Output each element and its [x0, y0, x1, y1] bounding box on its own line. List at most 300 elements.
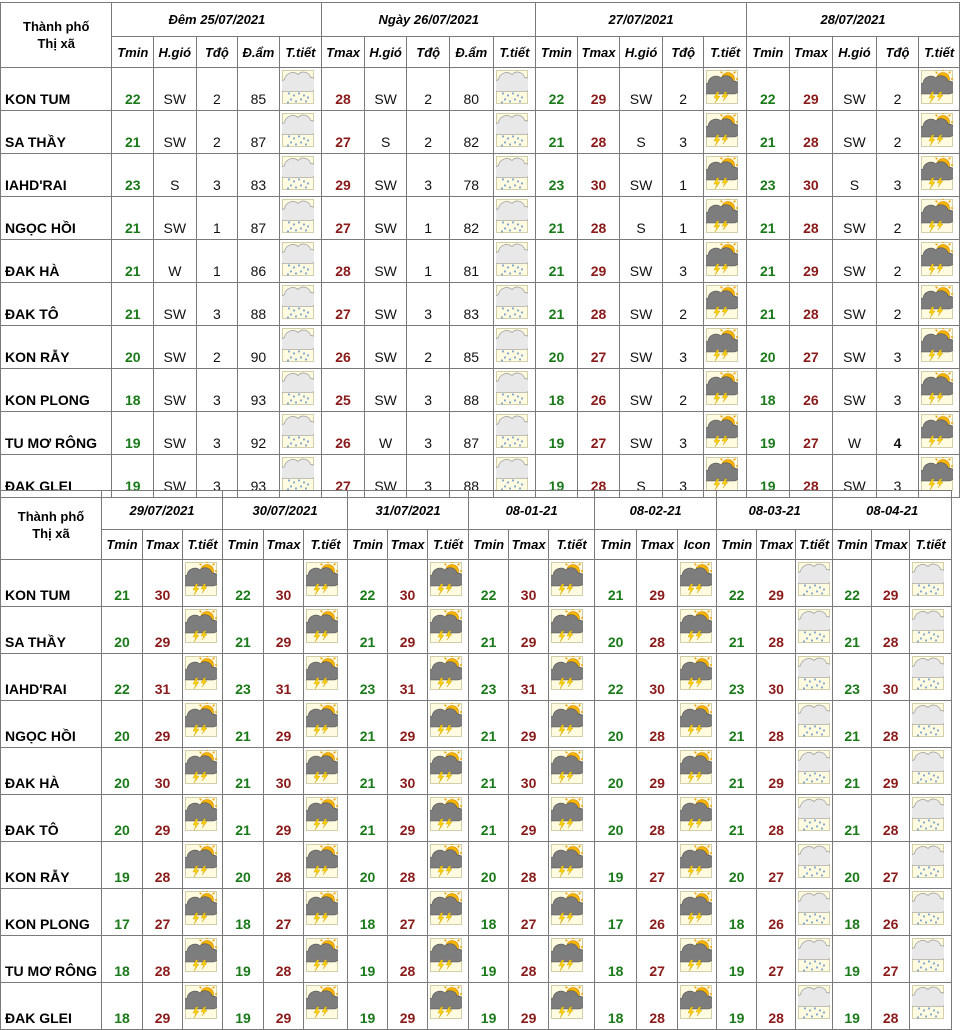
rain-cloud-icon — [912, 797, 944, 831]
rain-cloud-icon — [912, 985, 944, 1019]
wind-speed: 2 — [662, 283, 704, 326]
wind-direction: SW — [833, 240, 877, 283]
thunderstorm-sun-icon — [706, 457, 738, 491]
humidity-value: 90 — [238, 326, 280, 369]
wind-direction: SW — [620, 412, 663, 455]
column-header: Tmax — [388, 530, 428, 560]
humidity-value: 92 — [238, 412, 280, 455]
tmax-value: 27 — [388, 889, 428, 936]
tmax-value: 28 — [789, 197, 833, 240]
tmax-value: 30 — [509, 748, 549, 795]
thunderstorm-sun-icon — [430, 656, 462, 690]
thunderstorm-sun-icon — [185, 985, 217, 1019]
rain-cloud-icon — [496, 414, 528, 448]
weather-cell — [919, 369, 960, 412]
thunderstorm-sun-icon — [185, 562, 217, 596]
tmin-value: 19 — [833, 983, 872, 1030]
wind-direction: W — [833, 412, 877, 455]
weather-cell — [549, 607, 595, 654]
wind-direction: SW — [364, 326, 407, 369]
thunderstorm-sun-icon — [921, 414, 953, 448]
wind-speed: 3 — [196, 283, 238, 326]
rain-cloud-icon — [912, 656, 944, 690]
city-name: ĐAK TÔ — [1, 795, 102, 842]
rain-cloud-icon — [798, 891, 830, 925]
tmax-value: 27 — [757, 842, 796, 889]
tmin-value: 22 — [348, 560, 388, 607]
weather-cell — [678, 560, 717, 607]
rain-cloud-icon — [798, 938, 830, 972]
tmax-value: 27 — [577, 326, 620, 369]
tmax-value: 29 — [388, 607, 428, 654]
thunderstorm-sun-icon — [706, 371, 738, 405]
weather-cell — [549, 936, 595, 983]
weather-cell — [796, 889, 833, 936]
wind-direction: SW — [154, 412, 197, 455]
tmin-value: 19 — [348, 936, 388, 983]
rain-cloud-icon — [496, 285, 528, 319]
tmin-value: 21 — [223, 795, 264, 842]
tmin-value: 18 — [102, 983, 143, 1030]
thunderstorm-sun-icon — [680, 844, 712, 878]
wind-direction: SW — [833, 68, 877, 111]
humidity-value: 81 — [449, 240, 493, 283]
rain-cloud-icon — [282, 70, 314, 104]
tmin-value: 21 — [833, 795, 872, 842]
column-header: Tđộ — [196, 37, 238, 68]
wind-speed: 1 — [662, 154, 704, 197]
column-header: Tmax — [789, 37, 833, 68]
weather-cell — [704, 326, 747, 369]
day-header: 08-02-21 — [595, 491, 717, 530]
wind-direction: SW — [620, 369, 663, 412]
weather-cell — [279, 283, 322, 326]
weather-cell — [549, 795, 595, 842]
tmax-value: 29 — [872, 560, 910, 607]
tmin-value: 19 — [833, 936, 872, 983]
weather-cell — [678, 654, 717, 701]
thunderstorm-sun-icon — [306, 938, 338, 972]
weather-cell — [796, 983, 833, 1030]
tmin-value: 20 — [102, 795, 143, 842]
tmin-value: 20 — [595, 748, 637, 795]
tmin-value: 23 — [112, 154, 154, 197]
wind-direction: SW — [154, 283, 197, 326]
rain-cloud-icon — [282, 199, 314, 233]
wind-speed: 2 — [662, 68, 704, 111]
wind-direction: SW — [620, 240, 663, 283]
tmax-value: 29 — [637, 748, 678, 795]
column-header: Tmax — [322, 37, 365, 68]
city-name: NGỌC HỒI — [1, 701, 102, 748]
tmax-value: 29 — [577, 240, 620, 283]
weather-cell — [796, 654, 833, 701]
tmax-value: 29 — [143, 983, 183, 1030]
tmin-value: 23 — [223, 654, 264, 701]
tmin-value: 21 — [223, 607, 264, 654]
tmax-value: 28 — [872, 701, 910, 748]
tmin-value: 20 — [595, 795, 637, 842]
tmin-value: 19 — [223, 983, 264, 1030]
thunderstorm-sun-icon — [185, 609, 217, 643]
column-header: H.gió — [154, 37, 197, 68]
tmin-value: 21 — [717, 748, 757, 795]
tmax-value: 27 — [143, 889, 183, 936]
table-row — [1, 795, 952, 842]
tmax-value: 30 — [757, 654, 796, 701]
tmin-value: 19 — [348, 983, 388, 1030]
city-name: KON TUM — [1, 68, 112, 111]
day-header: 08-04-21 — [833, 491, 952, 530]
tmin-value: 18 — [595, 983, 637, 1030]
tmax-value: 29 — [264, 701, 304, 748]
weather-cell — [704, 68, 747, 111]
city-name: SA THẦY — [1, 607, 102, 654]
weather-cell — [493, 326, 536, 369]
tmax-value: 30 — [872, 654, 910, 701]
city-header: Thành phố Thị xã — [1, 3, 112, 68]
wind-speed: 2 — [876, 197, 919, 240]
weather-cell — [919, 412, 960, 455]
weather-cell — [183, 795, 223, 842]
tmin-value: 18 — [102, 936, 143, 983]
tmax-value: 30 — [143, 748, 183, 795]
tmin-value: 21 — [717, 795, 757, 842]
weather-cell — [919, 197, 960, 240]
tmax-value: 28 — [509, 936, 549, 983]
wind-direction: W — [364, 412, 407, 455]
wind-direction: SW — [833, 455, 877, 498]
weather-cell — [493, 154, 536, 197]
tmin-value: 22 — [595, 654, 637, 701]
weather-cell — [678, 795, 717, 842]
thunderstorm-sun-icon — [921, 70, 953, 104]
tmax-value: 26 — [789, 369, 833, 412]
thunderstorm-sun-icon — [680, 891, 712, 925]
tmax-value: 27 — [577, 412, 620, 455]
wind-speed: 3 — [662, 240, 704, 283]
column-header: Tmax — [577, 37, 620, 68]
rain-cloud-icon — [496, 371, 528, 405]
wind-speed: 3 — [407, 455, 450, 498]
weather-cell — [428, 889, 469, 936]
city-name: ĐAK GLEI — [1, 455, 112, 498]
wind-speed: 3 — [662, 412, 704, 455]
thunderstorm-sun-icon — [921, 285, 953, 319]
wind-speed: 3 — [196, 412, 238, 455]
weather-cell — [183, 654, 223, 701]
thunderstorm-sun-icon — [430, 750, 462, 784]
weather-cell — [919, 154, 960, 197]
thunderstorm-sun-icon — [430, 891, 462, 925]
column-header: Đ.ẩm — [449, 37, 493, 68]
column-header: Tmax — [757, 530, 796, 560]
rain-cloud-icon — [798, 797, 830, 831]
rain-cloud-icon — [912, 938, 944, 972]
tmin-value: 21 — [348, 748, 388, 795]
day-header: 08-03-21 — [717, 491, 833, 530]
wind-speed: 2 — [876, 283, 919, 326]
column-header: Tmax — [637, 530, 678, 560]
tmax-value: 25 — [322, 369, 365, 412]
tmin-value: 19 — [112, 412, 154, 455]
tmax-value: 28 — [757, 795, 796, 842]
wind-direction: S — [833, 154, 877, 197]
weather-cell — [910, 983, 952, 1030]
weather-cell — [183, 701, 223, 748]
tmax-value: 27 — [789, 412, 833, 455]
weather-cell — [919, 111, 960, 154]
table-row — [1, 154, 960, 197]
rain-cloud-icon — [496, 156, 528, 190]
rain-cloud-icon — [496, 328, 528, 362]
wind-direction: SW — [620, 283, 663, 326]
tmin-value: 19 — [102, 842, 143, 889]
weather-cell — [678, 607, 717, 654]
wind-speed: 3 — [196, 154, 238, 197]
tmax-value: 27 — [872, 842, 910, 889]
tmin-value: 21 — [112, 197, 154, 240]
thunderstorm-sun-icon — [706, 328, 738, 362]
humidity-value: 83 — [238, 154, 280, 197]
rain-cloud-icon — [912, 609, 944, 643]
thunderstorm-sun-icon — [306, 562, 338, 596]
tmin-value: 21 — [747, 240, 790, 283]
humidity-value: 88 — [449, 455, 493, 498]
wind-speed: 2 — [662, 369, 704, 412]
wind-speed: 1 — [407, 240, 450, 283]
tmin-value: 21 — [348, 701, 388, 748]
tmax-value: 29 — [577, 68, 620, 111]
tmax-value: 28 — [264, 936, 304, 983]
column-header: Tmin — [102, 530, 143, 560]
thunderstorm-sun-icon — [551, 891, 583, 925]
tmin-value: 19 — [717, 936, 757, 983]
humidity-value: 85 — [238, 68, 280, 111]
weather-cell — [704, 197, 747, 240]
weather-cell — [428, 701, 469, 748]
city-name: ĐAK TÔ — [1, 283, 112, 326]
wind-direction: SW — [833, 111, 877, 154]
wind-direction: SW — [833, 326, 877, 369]
tmax-value: 30 — [388, 560, 428, 607]
wind-direction: SW — [154, 369, 197, 412]
weather-cell — [910, 701, 952, 748]
thunderstorm-sun-icon — [185, 844, 217, 878]
weather-cell — [279, 197, 322, 240]
weather-cell — [796, 701, 833, 748]
tmin-value: 21 — [747, 111, 790, 154]
tmax-value: 31 — [388, 654, 428, 701]
tmax-value: 30 — [789, 154, 833, 197]
city-name: KON PLONG — [1, 889, 102, 936]
day-header: 30/07/2021 — [223, 491, 348, 530]
thunderstorm-sun-icon — [185, 750, 217, 784]
tmin-value: 23 — [747, 154, 790, 197]
wind-direction: S — [364, 111, 407, 154]
wind-direction: SW — [364, 455, 407, 498]
forecast-table-1 — [0, 2, 960, 498]
wind-direction: S — [620, 197, 663, 240]
weather-cell — [279, 326, 322, 369]
tmax-value: 28 — [637, 701, 678, 748]
wind-speed: 1 — [196, 240, 238, 283]
rain-cloud-icon — [798, 985, 830, 1019]
tmin-value: 18 — [112, 369, 154, 412]
day-header: 31/07/2021 — [348, 491, 469, 530]
tmax-value: 29 — [322, 154, 365, 197]
tmax-value: 26 — [577, 369, 620, 412]
tmin-value: 20 — [223, 842, 264, 889]
thunderstorm-sun-icon — [306, 656, 338, 690]
wind-speed: 3 — [662, 455, 704, 498]
thunderstorm-sun-icon — [680, 750, 712, 784]
table-row — [1, 197, 960, 240]
tmin-value: 22 — [717, 560, 757, 607]
rain-cloud-icon — [912, 750, 944, 784]
humidity-value: 93 — [238, 455, 280, 498]
humidity-value: 82 — [449, 111, 493, 154]
rain-cloud-icon — [282, 113, 314, 147]
wind-speed: 1 — [196, 197, 238, 240]
table-row — [1, 369, 960, 412]
wind-direction: SW — [620, 326, 663, 369]
tmin-value: 20 — [595, 607, 637, 654]
thunderstorm-sun-icon — [921, 457, 953, 491]
tmax-value: 29 — [388, 983, 428, 1030]
wind-speed: 1 — [662, 197, 704, 240]
tmin-value: 23 — [348, 654, 388, 701]
column-header: H.gió — [364, 37, 407, 68]
thunderstorm-sun-icon — [306, 844, 338, 878]
tmax-value: 27 — [637, 842, 678, 889]
city-name: ĐAK GLEI — [1, 983, 102, 1030]
tmin-value: 21 — [536, 240, 578, 283]
rain-cloud-icon — [496, 457, 528, 491]
city-name: KON TUM — [1, 560, 102, 607]
tmax-value: 28 — [789, 283, 833, 326]
tmin-value: 18 — [348, 889, 388, 936]
thunderstorm-sun-icon — [430, 938, 462, 972]
tmin-value: 19 — [747, 412, 790, 455]
weather-cell — [428, 654, 469, 701]
weather-cell — [796, 748, 833, 795]
weather-cell — [428, 748, 469, 795]
column-header: Tmin — [223, 530, 264, 560]
tmin-value: 18 — [747, 369, 790, 412]
wind-direction: SW — [364, 240, 407, 283]
tmin-value: 20 — [717, 842, 757, 889]
wind-speed: 3 — [407, 283, 450, 326]
column-header: Tđộ — [876, 37, 919, 68]
thunderstorm-sun-icon — [306, 609, 338, 643]
tmin-value: 20 — [112, 326, 154, 369]
tmin-value: 21 — [717, 701, 757, 748]
thunderstorm-sun-icon — [551, 750, 583, 784]
weather-cell — [910, 842, 952, 889]
thunderstorm-sun-icon — [680, 938, 712, 972]
tmin-value: 17 — [595, 889, 637, 936]
thunderstorm-sun-icon — [680, 656, 712, 690]
thunderstorm-sun-icon — [551, 703, 583, 737]
tmax-value: 28 — [577, 111, 620, 154]
tmin-value: 21 — [469, 748, 509, 795]
weather-cell — [910, 654, 952, 701]
thunderstorm-sun-icon — [551, 938, 583, 972]
tmin-value: 21 — [536, 111, 578, 154]
rain-cloud-icon — [496, 70, 528, 104]
tmax-value: 28 — [872, 607, 910, 654]
humidity-value: 87 — [238, 111, 280, 154]
tmin-value: 22 — [223, 560, 264, 607]
weather-cell — [704, 240, 747, 283]
tmin-value: 21 — [102, 560, 143, 607]
weather-cell — [183, 607, 223, 654]
tmin-value: 21 — [112, 283, 154, 326]
column-header: Tmin — [717, 530, 757, 560]
tmax-value: 28 — [789, 111, 833, 154]
rain-cloud-icon — [282, 285, 314, 319]
thunderstorm-sun-icon — [185, 891, 217, 925]
tmin-value: 20 — [595, 701, 637, 748]
wind-speed: 2 — [876, 68, 919, 111]
thunderstorm-sun-icon — [306, 703, 338, 737]
humidity-value: 88 — [449, 369, 493, 412]
weather-cell — [428, 560, 469, 607]
tmax-value: 28 — [637, 795, 678, 842]
tmax-value: 31 — [509, 654, 549, 701]
weather-cell — [428, 607, 469, 654]
weather-cell — [428, 936, 469, 983]
rain-cloud-icon — [496, 242, 528, 276]
rain-cloud-icon — [912, 703, 944, 737]
wind-speed: 3 — [662, 111, 704, 154]
column-header: Tmax — [264, 530, 304, 560]
tmax-value: 26 — [757, 889, 796, 936]
wind-direction: SW — [833, 197, 877, 240]
tmax-value: 30 — [143, 560, 183, 607]
tmax-value: 30 — [264, 560, 304, 607]
tmin-value: 17 — [102, 889, 143, 936]
rain-cloud-icon — [282, 156, 314, 190]
weather-cell — [493, 412, 536, 455]
tmax-value: 29 — [789, 240, 833, 283]
wind-speed: 2 — [876, 111, 919, 154]
thunderstorm-sun-icon — [185, 703, 217, 737]
wind-speed: 2 — [407, 326, 450, 369]
tmin-value: 21 — [469, 701, 509, 748]
rain-cloud-icon — [912, 844, 944, 878]
weather-cell — [304, 607, 348, 654]
table-row — [1, 412, 960, 455]
thunderstorm-sun-icon — [185, 938, 217, 972]
wind-direction: SW — [833, 283, 877, 326]
thunderstorm-sun-icon — [185, 797, 217, 831]
weather-cell — [919, 240, 960, 283]
day-header: 28/07/2021 — [747, 3, 960, 37]
tmax-value: 27 — [509, 889, 549, 936]
tmin-value: 22 — [112, 68, 154, 111]
weather-cell — [704, 111, 747, 154]
tmax-value: 29 — [143, 607, 183, 654]
column-header: Đ.ẩm — [238, 37, 280, 68]
humidity-value: 80 — [449, 68, 493, 111]
weather-cell — [910, 936, 952, 983]
tmin-value: 21 — [536, 283, 578, 326]
tmax-value: 27 — [872, 936, 910, 983]
wind-direction: S — [620, 455, 663, 498]
city-name: TU MƠ RÔNG — [1, 936, 102, 983]
